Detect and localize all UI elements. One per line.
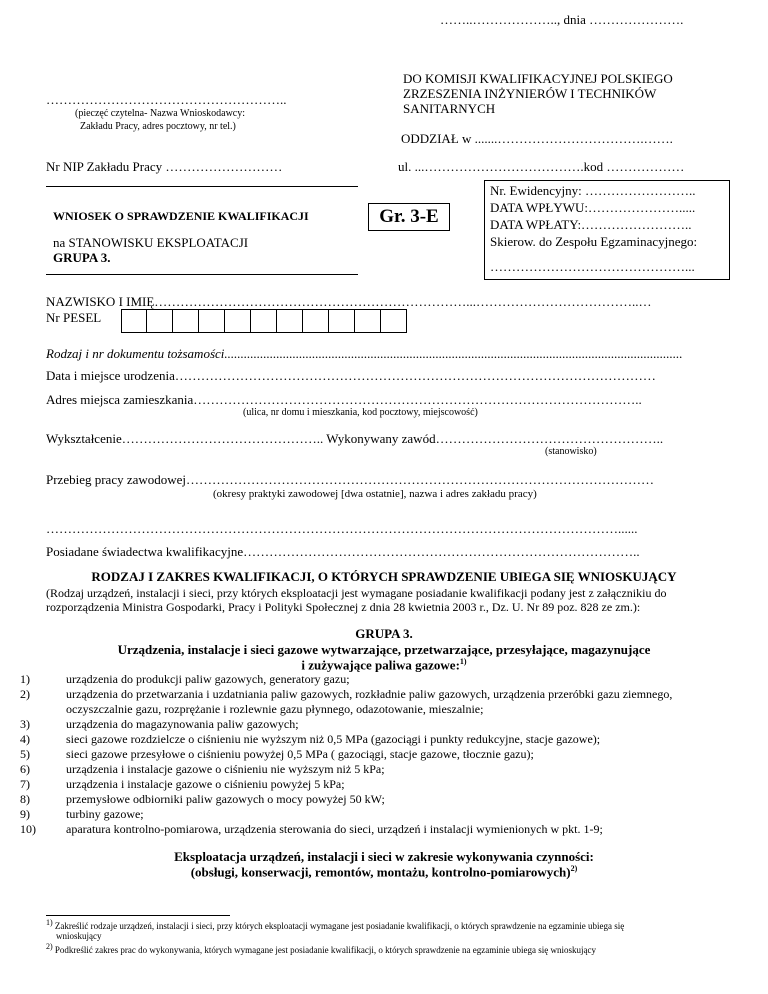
pesel-cell[interactable] (199, 309, 225, 333)
divider (46, 274, 358, 275)
divider (46, 186, 358, 187)
group-description-2 (0, 657, 768, 673)
list-item[interactable]: 7) urządzenia i instalacje gazowe o ciśnieniu powyżej 5 kPa; (20, 777, 345, 791)
address-caption: (ulica, nr domu i mieszkania, kod pocztowy, miejscowość) (243, 407, 478, 418)
list-item[interactable]: 5) sieci gazowe przesyłowe o ciśnieniu powyżej 0,5 MPa ( gazociągi, stacje gazowe, tłocznie gazu); (20, 747, 534, 761)
pesel-cell[interactable] (303, 309, 329, 333)
group-title: GRUPA 3. (355, 626, 413, 641)
referral-label: Skierow. do Zespołu Egzaminacyjnego: (490, 234, 698, 249)
operation-heading-2 (0, 864, 768, 880)
group-code-box: Gr. 3-E (368, 203, 450, 231)
footnote-ref: 2) (570, 864, 578, 873)
recipient-line-3: SANITARNYCH (403, 101, 496, 116)
list-item[interactable]: 4) sieci gazowe rozdzielcze o ciśnieniu nie wyższym niż 0,5 MPa (gazociągi i punkty redukcyjne, stacje gazowe); (20, 732, 601, 746)
footnote-divider (46, 915, 230, 916)
list-item[interactable]: 9) turbiny gazowe; (20, 807, 144, 821)
pesel-label: Nr PESEL (46, 310, 102, 325)
footnote-ref: 1) (459, 657, 467, 666)
footnote-mark: 2) (46, 942, 53, 951)
birth-field[interactable]: Data i miejsce urodzenia………………………………………………………………………………………………… (46, 368, 656, 383)
recipient-line-1: DO KOMISJI KWALIFIKACYJNEJ POLSKIEGO (403, 71, 673, 86)
pesel-cell[interactable] (277, 309, 303, 333)
education-field[interactable]: Wykształcenie……………………………………….. Wykonywany zawód…………………………………………….. (46, 431, 664, 446)
device-list (20, 672, 732, 837)
scope-note-line-2: rozporządzenia Ministra Gospodarki, Pracy i Polityki Społecznej z dnia 28 kwietnia 2003 r., Dz. U. Nr 89 poz. 828 ze zm.): (46, 600, 641, 614)
scope-note-line-1: (Rodzaj urządzeń, instalacji i sieci, przy których eksploatacji jest wymagane posiadanie kwalifikacji podany jest z załącznikiu do (46, 586, 667, 600)
nip-field[interactable]: Nr NIP Zakładu Pracy ……………………… (46, 159, 283, 174)
referral-field[interactable]: ………………………………………... (490, 259, 695, 274)
footnote-1-continuation: wnioskujący (56, 931, 102, 941)
list-item[interactable]: 3) urządzenia do magazynowania paliw gazowych; (20, 717, 299, 731)
evidence-number-field[interactable]: Nr. Ewidencyjny: …………………….. (490, 183, 696, 198)
stamp-caption: (pieczęć czytelna- Nazwa Wnioskodawcy: (75, 108, 246, 119)
application-title: WNIOSEK O SPRAWDZENIE KWALIFIKACJI (53, 209, 309, 223)
footnote-1-text: Zakreślić rodzaje urządzeń, instalacji i sieci, przy których eksploatacji wymagane jest posiadanie kwalifikacji, o których sprawdzenie na egzaminie ubiega się (54, 921, 625, 931)
list-item[interactable]: 2) urządzenia do przetwarzania i uzdatniania paliw gazowych, rozkładnie paliw gazowych, urządzenia przeróbki gazu ziemnego, oczyszczalnie gazu, rozprężanie i rozlewnie gazu płynnego, odazotowanie, mieszalnie; (20, 687, 673, 716)
career-field[interactable]: Przebieg pracy zawodowej……………………………………………………………………………………………… (46, 472, 655, 487)
stamp-caption-2: Zakładu Pracy, adres pocztowy, nr tel.) (80, 121, 236, 132)
list-item[interactable]: 6) urządzenia i instalacje gazowe o ciśnieniu nie wyższym niż 5 kPa; (20, 762, 385, 776)
stamp-dots[interactable]: ……………………………………………….. (46, 92, 287, 107)
pesel-cell[interactable] (355, 309, 381, 333)
career-caption: (okresy praktyki zawodowej [dwa ostatnie], nazwa i adres zakładu pracy) (213, 488, 537, 500)
position-line-2: GRUPA 3. (53, 250, 111, 265)
footnote-2-text: Podkreślić zakres prac do wykonywania, których wymagane jest posiadanie kwalifikacji, o których sprawdzenie na egzaminie ubiega się wnioskujący (54, 945, 596, 955)
list-item[interactable]: 8) przemysłowe odbiorniki paliw gazowych o mocy powyżej 50 kW; (20, 792, 385, 806)
street-field[interactable]: ul. ...……………………………….kod ……………… (398, 159, 685, 174)
career-continuation-field[interactable]: ……………………………………………………………………………………………………………………...... (46, 521, 638, 536)
operation-heading-text: (obsługi, konserwacji, remontów, montażu, kontrolno-pomiarowych) (190, 864, 571, 880)
footnote-mark: 1) (46, 918, 53, 927)
certificates-field[interactable]: Posiadane świadectwa kwalifikacyjne……………………………………………………………………………….. (46, 544, 640, 559)
footnote-1 (46, 918, 624, 931)
pesel-cell[interactable] (121, 309, 147, 333)
payment-date-field[interactable]: DATA WPŁATY:…………………….. (490, 217, 692, 232)
address-field[interactable]: Adres miejsca zamieszkania………………………………………………………………………………………….. (46, 392, 642, 407)
received-date-field[interactable]: DATA WPŁYWU:…………………..... (490, 200, 696, 215)
scope-heading: RODZAJ I ZAKRES KWALIFIKACJI, O KTÓRYCH SPRAWDZENIE UBIEGA SIĘ WNIOSKUJĄCY (91, 569, 677, 584)
operation-heading-1: Eksploatacja urządzeń, instalacji i sieci w zakresie wykonywania czynności: (174, 849, 594, 864)
date-line[interactable]: ……..……………….., dnia …………………. (440, 12, 684, 27)
list-item[interactable]: 1) urządzenia do produkcji paliw gazowych, generatory gazu; (20, 672, 350, 686)
name-field[interactable]: NAZWISKO I IMIĘ………………………………………………………………...………………………………..… (46, 294, 652, 309)
position-caption: (stanowisko) (545, 446, 597, 457)
group-description-text: i zużywające paliwa gazowe: (301, 657, 460, 673)
pesel-cell[interactable] (381, 309, 407, 333)
pesel-input[interactable] (121, 309, 407, 333)
pesel-cell[interactable] (147, 309, 173, 333)
pesel-cell[interactable] (173, 309, 199, 333)
pesel-cell[interactable] (329, 309, 355, 333)
footnote-2 (46, 942, 596, 955)
list-item[interactable]: 10) aparatura kontrolno-pomiarowa, urządzenia sterowania do sieci, urządzeń i instalacji wymienionych w pkt. 1-9; (20, 822, 603, 836)
recipient-line-2: ZRZESZENIA INŻYNIERÓW I TECHNIKÓW (403, 86, 657, 101)
position-line-1: na STANOWISKU EKSPLOATACJI (53, 235, 249, 250)
branch-field[interactable]: ODDZIAŁ w .......…………………………….……. (401, 131, 673, 146)
group-description-1: Urządzenia, instalacje i sieci gazowe wytwarzające, przetwarzające, przesyłające, magazynujące (117, 642, 651, 657)
pesel-cell[interactable] (251, 309, 277, 333)
id-document-field[interactable]: Rodzaj i nr dokumentu tożsamości............................................................................................................................................. (46, 346, 683, 361)
pesel-cell[interactable] (225, 309, 251, 333)
